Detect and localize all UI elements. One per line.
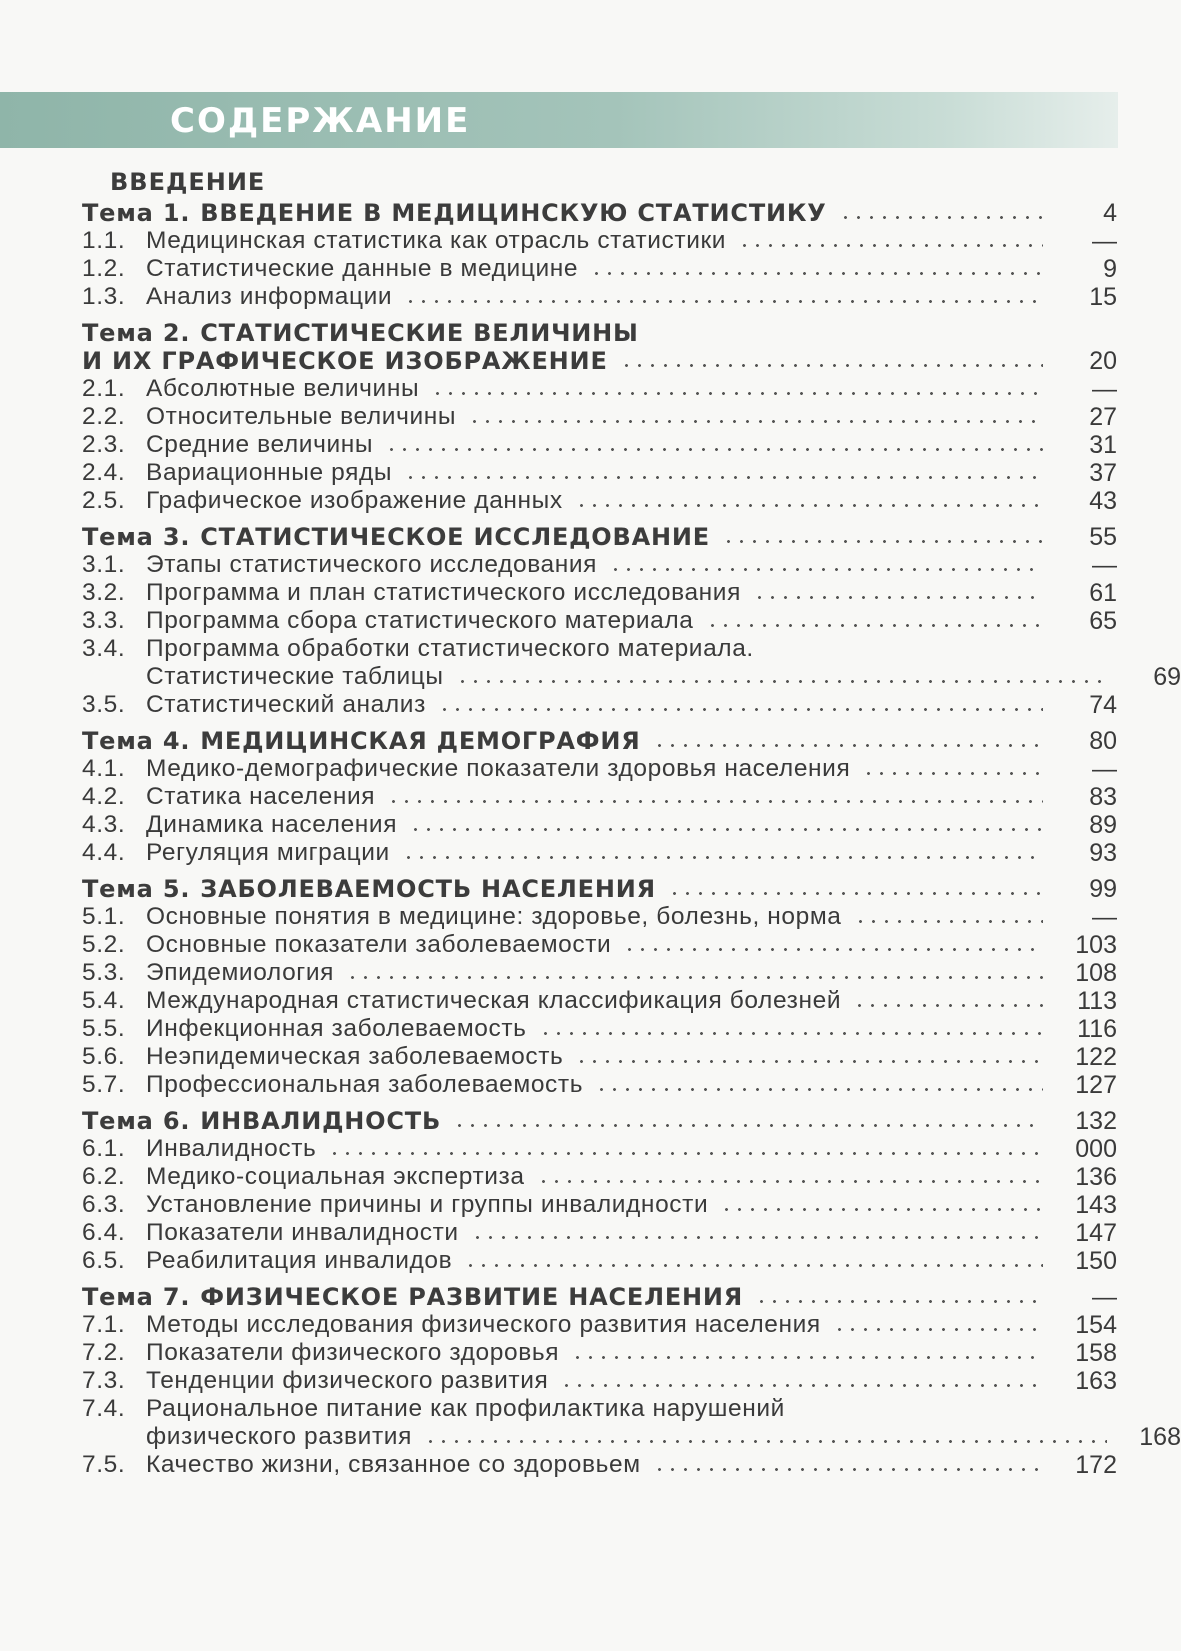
toc-item-row — [82, 782, 1117, 812]
toc-item-row — [82, 1246, 1117, 1276]
dot-leader — [590, 272, 1043, 275]
toc-page-number: 4 — [1103, 199, 1117, 227]
toc-title: МЕДИЦИНСКАЯ ДЕМОГРАФИЯ — [200, 727, 641, 755]
toc-page-number: — — [1092, 755, 1117, 783]
toc-item-row — [82, 902, 1117, 932]
dot-leader — [409, 828, 1043, 831]
toc-item-row — [82, 958, 1117, 988]
toc-page-number: 143 — [1075, 1191, 1117, 1219]
toc-title: Тенденции физического развития — [146, 1367, 549, 1394]
toc-number: 2.4. — [82, 459, 126, 486]
toc-number: 1.3. — [82, 283, 126, 310]
toc-page-number: 83 — [1089, 783, 1117, 811]
toc-topic-row — [82, 522, 1117, 552]
toc-title: Вариационные ряды — [146, 459, 393, 486]
toc-number: Тема 1. — [82, 199, 191, 227]
toc-item-row — [82, 690, 1117, 720]
toc-item-row — [82, 930, 1117, 960]
toc-page-number: 116 — [1077, 1015, 1117, 1043]
toc-item-row — [82, 1450, 1117, 1480]
toc-page-number: 61 — [1089, 579, 1117, 607]
toc-number: 4.4. — [82, 839, 126, 866]
toc-page-number: — — [1092, 375, 1117, 403]
dot-leader — [620, 364, 1043, 367]
toc-page-number: — — [1092, 1283, 1117, 1311]
toc-title: Программа обработки статистического материала. — [146, 635, 754, 662]
toc-page-number: 80 — [1089, 727, 1117, 755]
dot-leader — [404, 476, 1043, 479]
toc-topic-row — [82, 1106, 1117, 1136]
toc-page-number: 158 — [1075, 1339, 1117, 1367]
toc-page-number: 27 — [1089, 403, 1117, 431]
dot-leader — [623, 948, 1043, 951]
toc-page-number: 55 — [1089, 523, 1117, 551]
toc-title: физического развития — [146, 1423, 412, 1450]
toc-item-row — [82, 1310, 1117, 1340]
toc-item-row — [82, 606, 1117, 636]
toc-item-row — [82, 1042, 1117, 1072]
toc-page-number: 15 — [1089, 283, 1117, 311]
toc-title: Анализ информации — [146, 283, 393, 310]
dot-leader — [539, 1032, 1043, 1035]
dot-leader — [456, 680, 1107, 683]
dot-leader — [438, 708, 1043, 711]
dot-leader — [560, 1384, 1043, 1387]
toc-item-row — [82, 1162, 1117, 1192]
dot-leader — [468, 420, 1043, 423]
toc-title: Основные показатели заболеваемости — [146, 931, 612, 958]
dot-leader — [575, 1060, 1043, 1063]
toc-page-number: 69 — [1153, 663, 1181, 691]
dot-leader — [833, 1328, 1043, 1331]
toc-item-row — [82, 634, 1117, 664]
dot-leader — [738, 244, 1043, 247]
dot-leader — [453, 1124, 1043, 1127]
toc-title: Неэпидемическая заболеваемость — [146, 1043, 564, 1070]
toc-title: Средние величины — [146, 431, 374, 458]
toc-number: 7.5. — [82, 1451, 126, 1478]
toc-item-row — [82, 226, 1117, 256]
toc-title: Качество жизни, связанное со здоровьем — [146, 1451, 641, 1478]
dot-leader — [853, 1004, 1043, 1007]
toc-number: 7.3. — [82, 1367, 126, 1394]
toc-title: Инвалидность — [146, 1135, 317, 1162]
toc-number: 3.3. — [82, 607, 126, 634]
toc-number: 5.7. — [82, 1071, 126, 1098]
toc-number: 7.2. — [82, 1339, 126, 1366]
toc-page-number: — — [1092, 903, 1117, 931]
dot-leader — [571, 1356, 1043, 1359]
toc-title: Статистические данные в медицине — [146, 255, 579, 282]
toc-number: 1.1. — [82, 227, 126, 254]
toc-item-row — [82, 578, 1117, 608]
toc-title: Установление причины и группы инвалидности — [146, 1191, 709, 1218]
toc-number: 2.1. — [82, 375, 126, 402]
toc-page-number: 132 — [1075, 1107, 1117, 1135]
toc-page-number: 163 — [1075, 1367, 1117, 1395]
toc-number: 3.5. — [82, 691, 126, 718]
toc-number: 5.4. — [82, 987, 126, 1014]
toc-topic-row — [82, 198, 1117, 228]
dot-leader — [404, 300, 1043, 303]
toc-title: Относительные величины — [146, 403, 457, 430]
toc-intro: ВВЕДЕНИЕ — [110, 168, 266, 196]
toc-item-row — [82, 550, 1117, 580]
toc-page-number: 113 — [1077, 987, 1117, 1015]
toc-title: Международная статистическая классификация болезней — [146, 987, 842, 1014]
toc-number: 5.2. — [82, 931, 126, 958]
dot-leader — [609, 568, 1043, 571]
dot-leader — [424, 1440, 1107, 1443]
toc-title: Методы исследования физического развития населения — [146, 1311, 821, 1338]
dot-leader — [431, 392, 1043, 395]
toc-number: Тема 7. — [82, 1283, 191, 1311]
toc-topic-row — [82, 874, 1117, 904]
toc-number: 3.1. — [82, 551, 126, 578]
toc-topic-row — [82, 318, 1117, 348]
dot-leader — [595, 1088, 1043, 1091]
toc-page-number: 154 — [1075, 1311, 1117, 1339]
toc-item-row — [82, 1394, 1117, 1424]
dot-leader — [722, 540, 1043, 543]
toc-number: 6.1. — [82, 1135, 126, 1162]
toc-page-number: 99 — [1089, 875, 1117, 903]
toc-number: 7.1. — [82, 1311, 126, 1338]
toc-title: ИНВАЛИДНОСТЬ — [200, 1107, 442, 1135]
toc-item-row — [82, 430, 1117, 460]
toc-item-row — [82, 458, 1117, 488]
dot-leader — [839, 216, 1043, 219]
page-title: СОДЕРЖАНИЕ — [170, 101, 471, 141]
toc-number: 6.3. — [82, 1191, 126, 1218]
toc-title: Статистический анализ — [146, 691, 426, 718]
toc-number: 6.2. — [82, 1163, 126, 1190]
toc-page-number: 122 — [1075, 1043, 1117, 1071]
toc-number: 2.2. — [82, 403, 126, 430]
toc-title: Статика населения — [146, 783, 376, 810]
dot-leader — [385, 448, 1043, 451]
dot-leader — [755, 1300, 1043, 1303]
toc-number: 4.1. — [82, 755, 126, 782]
toc-item-row — [82, 254, 1117, 284]
toc-item-row — [82, 1190, 1117, 1220]
dot-leader — [753, 596, 1043, 599]
toc-title: СТАТИСТИЧЕСКОЕ ИССЛЕДОВАНИЕ — [200, 523, 710, 551]
toc-item-row — [82, 1338, 1117, 1368]
toc-item-row — [82, 1218, 1117, 1248]
toc-number: 7.4. — [82, 1395, 126, 1422]
toc-number: 2.5. — [82, 487, 126, 514]
toc-number: Тема 3. — [82, 523, 191, 551]
toc-item-row — [82, 1422, 1181, 1452]
toc-title: И ИХ ГРАФИЧЕСКОЕ ИЗОБРАЖЕНИЕ — [82, 347, 608, 375]
toc-title: Профессиональная заболеваемость — [146, 1071, 584, 1098]
toc-title: Медико-социальная экспертиза — [146, 1163, 525, 1190]
toc-title: Динамика населения — [146, 811, 398, 838]
dot-leader — [575, 504, 1043, 507]
toc-page-number: 20 — [1089, 347, 1117, 375]
toc-page-number: 108 — [1075, 959, 1117, 987]
toc-number: 5.6. — [82, 1043, 126, 1070]
toc-page-number: 31 — [1089, 431, 1117, 459]
toc-title: Медицинская статистика как отрасль статистики — [146, 227, 727, 254]
toc-topic-row — [82, 726, 1117, 756]
toc-number: 5.5. — [82, 1015, 126, 1042]
toc-number: 6.4. — [82, 1219, 126, 1246]
toc-title: Медико-демографические показатели здоровья населения — [146, 755, 851, 782]
toc-title: Рациональное питание как профилактика нарушений — [146, 1395, 785, 1422]
dot-leader — [346, 976, 1043, 979]
toc-title: ФИЗИЧЕСКОЕ РАЗВИТИЕ НАСЕЛЕНИЯ — [200, 1283, 744, 1311]
dot-leader — [720, 1208, 1043, 1211]
dot-leader — [862, 772, 1043, 775]
toc-number: 3.4. — [82, 635, 126, 662]
toc-topic-row — [82, 346, 1117, 376]
toc-title: ЗАБОЛЕВАЕМОСТЬ НАСЕЛЕНИЯ — [200, 875, 656, 903]
toc-page-number: 172 — [1075, 1451, 1117, 1479]
toc-number: 4.3. — [82, 811, 126, 838]
dot-leader — [668, 892, 1043, 895]
toc-page-number: 168 — [1139, 1423, 1181, 1451]
dot-leader — [706, 624, 1043, 627]
dot-leader — [854, 920, 1043, 923]
toc-title: Графическое изображение данных — [146, 487, 563, 514]
dot-leader — [653, 744, 1043, 747]
toc-title: Программа сбора статистического материала — [146, 607, 694, 634]
toc-title: ВВЕДЕНИЕ В МЕДИЦИНСКУЮ СТАТИСТИКУ — [200, 199, 827, 227]
toc-page-number: 9 — [1103, 255, 1117, 283]
toc-title: Этапы статистического исследования — [146, 551, 598, 578]
toc-page-number: 43 — [1089, 487, 1117, 515]
dot-leader — [402, 856, 1043, 859]
toc-item-row — [82, 374, 1117, 404]
toc-number: Тема 2. — [82, 319, 191, 347]
toc-number: Тема 6. — [82, 1107, 191, 1135]
toc-page-number: 000 — [1075, 1135, 1117, 1163]
dot-leader — [464, 1264, 1043, 1267]
toc-title: Показатели инвалидности — [146, 1219, 459, 1246]
toc-title: Инфекционная заболеваемость — [146, 1015, 527, 1042]
toc-title: СТАТИСТИЧЕСКИЕ ВЕЛИЧИНЫ — [200, 319, 639, 347]
toc-page-number: 136 — [1075, 1163, 1117, 1191]
toc-number: 6.5. — [82, 1247, 126, 1274]
toc-item-row — [82, 810, 1117, 840]
toc-page-number: 65 — [1089, 607, 1117, 635]
toc-title: Показатели физического здоровья — [146, 1339, 560, 1366]
toc-item-row — [82, 486, 1117, 516]
dot-leader — [537, 1180, 1043, 1183]
toc-item-row — [82, 838, 1117, 868]
toc-number: 1.2. — [82, 255, 126, 282]
toc-page-number: 89 — [1089, 811, 1117, 839]
toc-item-row — [82, 1070, 1117, 1100]
toc-item-row — [82, 986, 1117, 1016]
toc-page-number: — — [1092, 227, 1117, 255]
toc-title: Программа и план статистического исследования — [146, 579, 741, 606]
toc-page-number: — — [1092, 551, 1117, 579]
toc-item-row — [82, 1366, 1117, 1396]
header-banner — [0, 92, 1118, 148]
dot-leader — [471, 1236, 1043, 1239]
toc-item-row — [82, 662, 1181, 692]
toc-number: 5.1. — [82, 903, 126, 930]
toc-title: Статистические таблицы — [146, 663, 444, 690]
toc-item-row — [82, 402, 1117, 432]
toc-number: 2.3. — [82, 431, 126, 458]
toc-title: Регуляция миграции — [146, 839, 390, 866]
toc-title: Абсолютные величины — [146, 375, 420, 402]
toc-item-row — [82, 754, 1117, 784]
toc-page-number: 127 — [1075, 1071, 1117, 1099]
toc-number: 3.2. — [82, 579, 126, 606]
toc-topic-row — [82, 1282, 1117, 1312]
toc-page-number: 150 — [1075, 1247, 1117, 1275]
dot-leader — [387, 800, 1043, 803]
toc-title: Эпидемиология — [146, 959, 334, 986]
toc-number: Тема 5. — [82, 875, 191, 903]
toc-number: 4.2. — [82, 783, 126, 810]
toc-page-number: 147 — [1075, 1219, 1117, 1247]
toc-item-row — [82, 1014, 1117, 1044]
toc-number: 5.3. — [82, 959, 126, 986]
toc-title: Основные понятия в медицине: здоровье, болезнь, норма — [146, 903, 842, 930]
toc-item-row — [82, 282, 1117, 312]
toc-page-number: 103 — [1075, 931, 1117, 959]
toc-page-number: 74 — [1089, 691, 1117, 719]
toc-number: Тема 4. — [82, 727, 191, 755]
toc-page-number: 93 — [1089, 839, 1117, 867]
dot-leader — [653, 1468, 1043, 1471]
toc-item-row — [82, 1134, 1117, 1164]
toc-page-number: 37 — [1089, 459, 1117, 487]
toc-title: Реабилитация инвалидов — [146, 1247, 453, 1274]
dot-leader — [328, 1152, 1043, 1155]
